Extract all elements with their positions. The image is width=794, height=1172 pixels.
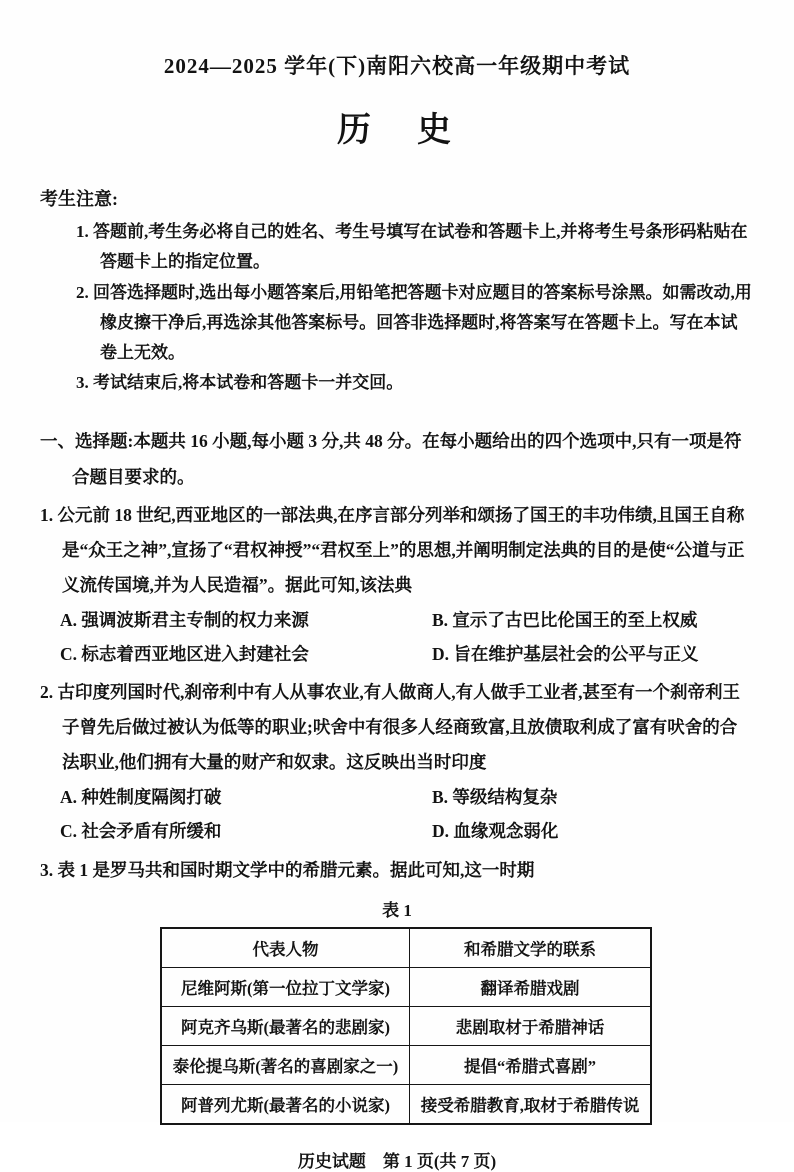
question-3-stem: 3. 表 1 是罗马共和国时期文学中的希腊元素。据此可知,这一时期 xyxy=(40,859,535,880)
notice-item: 3. 考试结束后,将本试卷和答题卡一并交回。 xyxy=(76,373,404,393)
table-row xyxy=(161,1045,651,1084)
table-row xyxy=(161,967,651,1006)
option-d: D. 旨在维护基层社会的公平与正义 xyxy=(432,644,699,665)
table-1-caption: 表 1 xyxy=(382,900,412,920)
option-d: D. 血缘观念弱化 xyxy=(432,821,559,842)
table-header-row xyxy=(161,928,651,968)
option-c: C. 社会矛盾有所缓和 xyxy=(60,821,222,842)
page-footer: 历史试题 第 1 页(共 7 页) xyxy=(297,1151,497,1171)
table-cell: 悲剧取材于希腊神话 xyxy=(410,1006,651,1045)
option-a: A. 种姓制度隔阂打破 xyxy=(60,787,222,808)
question-2-stem: 2. 古印度列国时代,刹帝利中有人从事农业,有人做商人,有人做手工业者,甚至有一个刹帝利王子曾先后做过被认为低等的职业;吠舍中有很多人经商致富,且放债取利成了富有吠舍的合法职业,他们拥有大量的财产和奴隶。这反映出当时印度 xyxy=(40,682,740,773)
table-cell: 泰伦提乌斯(著名的喜剧家之一) xyxy=(161,1045,410,1084)
table-cell: 翻译希腊戏剧 xyxy=(410,967,651,1006)
table-cell: 阿普列尤斯(最著名的小说家) xyxy=(161,1084,410,1124)
question-1-options xyxy=(40,603,754,671)
question-1-stem: 1. 公元前 18 世纪,西亚地区的一部法典,在序言部分列举和颂扬了国王的丰功伟绩,且国王自称是“众王之神”,宣扬了“君权神授”“君权至上”的思想,并阐明制定法典的目的是使“公道与正义流传国境,并为人民造福”。据此可知,该法典 xyxy=(40,505,745,595)
table-cell: 尼维阿斯(第一位拉丁文学家) xyxy=(161,967,410,1006)
table-header-cell: 和希腊文学的联系 xyxy=(410,928,651,968)
question-2 xyxy=(40,675,754,848)
table-1 xyxy=(160,927,652,1125)
notice-item: 1. 答题前,考生务必将自己的姓名、考生号填写在试卷和答题卡上,并将考生号条形码粘贴在答题卡上的指定位置。 xyxy=(76,222,748,272)
option-b: B. 等级结构复杂 xyxy=(432,787,558,808)
table-row xyxy=(161,1084,651,1124)
question-3 xyxy=(40,853,754,888)
table-cell: 提倡“希腊式喜剧” xyxy=(410,1045,651,1084)
exam-title: 2024—2025 学年(下)南阳六校高一年级期中考试 xyxy=(163,54,631,78)
table-cell: 接受希腊教育,取材于希腊传说 xyxy=(410,1084,651,1124)
section-heading: 一、选择题:本题共 16 小题,每小题 3 分,共 48 分。在每小题给出的四个选项中,只有一项是符合题目要求的。 xyxy=(40,430,742,488)
notice-block xyxy=(40,185,754,399)
option-c: C. 标志着西亚地区进入封建社会 xyxy=(60,644,309,665)
notice-heading: 考生注意: xyxy=(40,189,118,209)
option-a: A. 强调波斯君主专制的权力来源 xyxy=(60,610,309,630)
notice-item: 2. 回答选择题时,选出每小题答案后,用铅笔把答题卡对应题目的答案标号涂黑。如需改动,用橡皮擦干净后,再选涂其他答案标号。回答非选择题时,将答案写在答题卡上。写在本试卷上无效。 xyxy=(76,282,752,362)
table-cell: 阿克齐乌斯(最著名的悲剧家) xyxy=(161,1006,410,1045)
question-2-options xyxy=(40,780,754,848)
table-row xyxy=(161,1006,651,1045)
question-1 xyxy=(40,498,754,671)
exam-subject-title: 历 史 xyxy=(337,112,457,149)
table-header-cell: 代表人物 xyxy=(161,928,410,968)
option-b: B. 宣示了古巴比伦国王的至上权威 xyxy=(432,610,698,630)
